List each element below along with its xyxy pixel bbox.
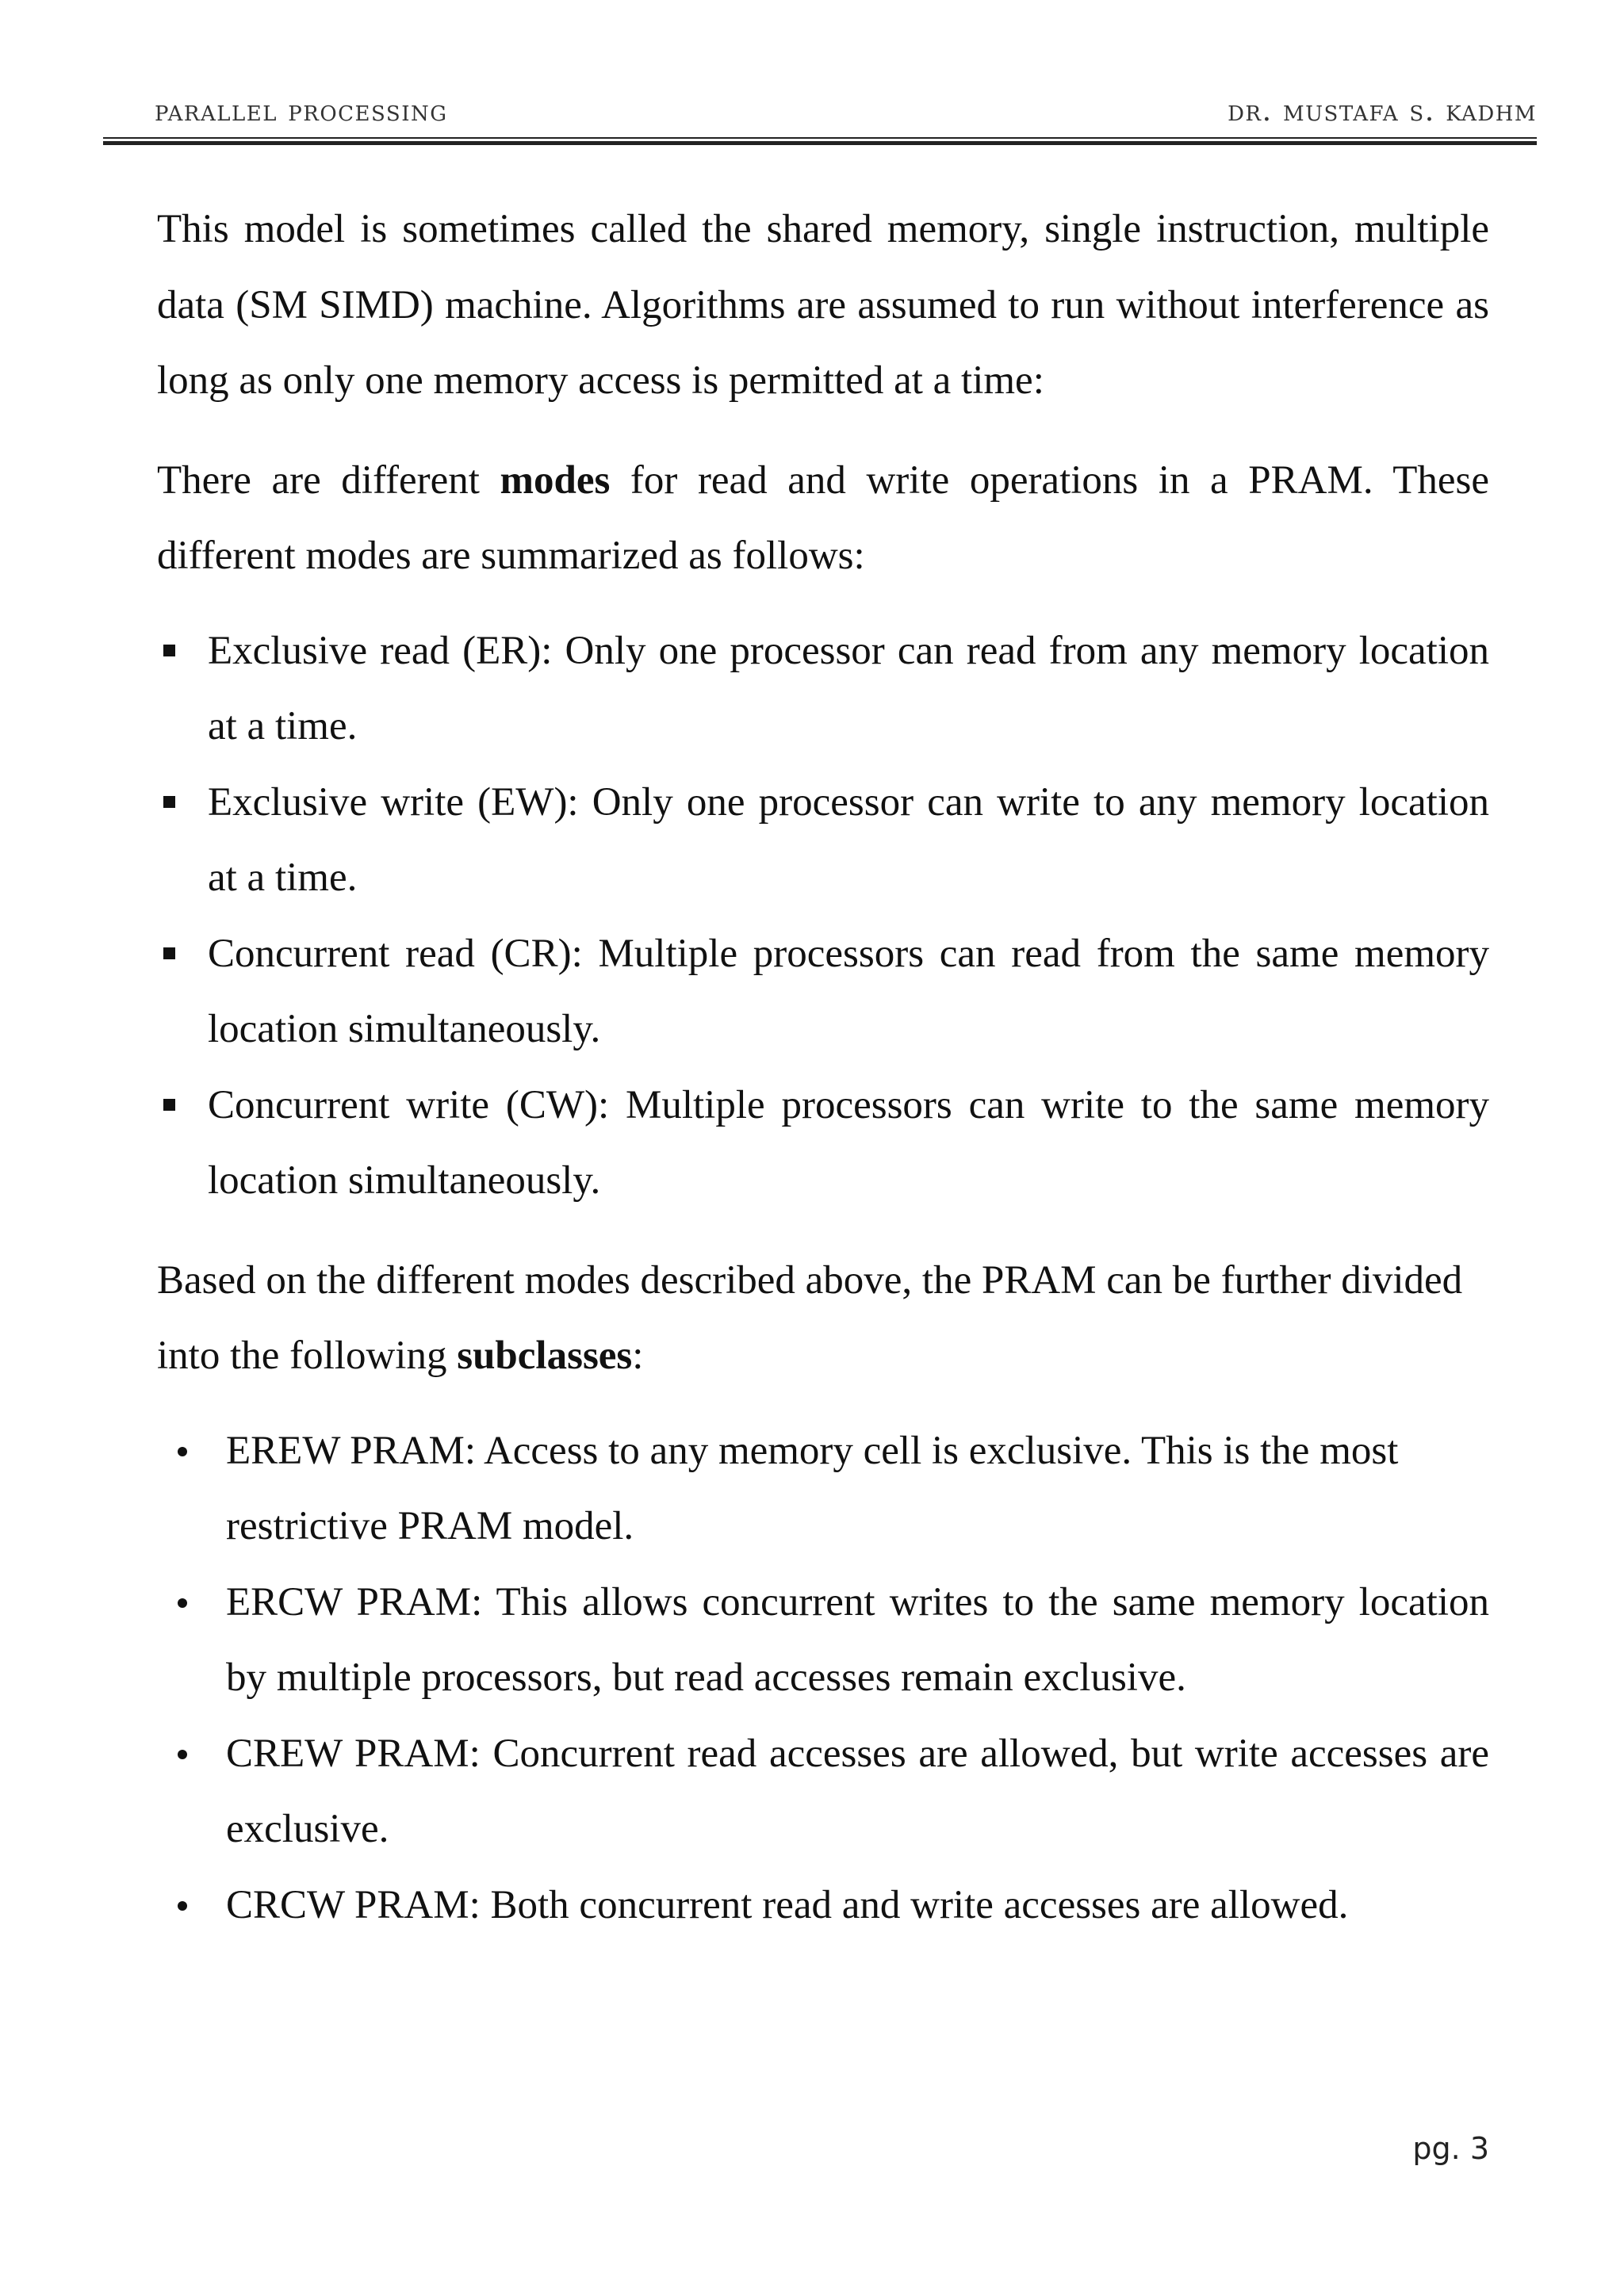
running-header	[155, 94, 1537, 128]
list-item	[157, 765, 1489, 916]
list-item	[157, 916, 1489, 1068]
header-author: dr. mustafa s. kadhm	[1228, 94, 1537, 128]
square-bullet-icon	[163, 1099, 175, 1111]
round-bullet-icon	[178, 1598, 187, 1608]
list-item-text: Concurrent read (CR): Multiple processors can read from the same memory location simultaneously.	[208, 931, 1489, 1051]
bold-term-modes: modes	[500, 457, 611, 503]
paragraph-text: :	[632, 1334, 644, 1378]
subclasses-list	[157, 1414, 1489, 1944]
square-bullet-icon	[163, 645, 175, 656]
page-body	[157, 192, 1489, 1943]
square-bullet-icon	[163, 947, 175, 959]
paragraph-text: Based on the different modes described above, the PRAM can be further divided into the following	[157, 1257, 1463, 1378]
list-item-text: Concurrent write (CW): Multiple processors can write to the same memory location simultaneously.	[208, 1082, 1489, 1203]
list-item-text: Exclusive read (ER): Only one processor can read from any memory location at a time.	[208, 628, 1489, 748]
paragraph-subclasses-intro	[157, 1243, 1489, 1395]
list-item	[157, 1565, 1489, 1716]
list-item-text: CREW PRAM: Concurrent read accesses are allowed, but write accesses are exclusive.	[226, 1731, 1489, 1851]
paragraph-modes-intro	[157, 443, 1489, 595]
list-item	[157, 1068, 1489, 1219]
header-course-title: parallel processing	[155, 94, 448, 128]
round-bullet-icon	[178, 1901, 187, 1911]
list-item	[157, 1716, 1489, 1868]
page-number: pg. 3	[1412, 2131, 1489, 2166]
list-item-text: Exclusive write (EW): Only one processor can write to any memory location at a time.	[208, 779, 1489, 900]
round-bullet-icon	[178, 1447, 187, 1456]
list-item-text: CRCW PRAM: Both concurrent read and write accesses are allowed.	[226, 1882, 1349, 1927]
list-item	[157, 1414, 1489, 1565]
square-bullet-icon	[163, 796, 175, 808]
list-item-text: ERCW PRAM: This allows concurrent writes to the same memory location by multiple processors, but read accesses remain exclusive.	[226, 1579, 1489, 1700]
bold-term-subclasses: subclasses	[457, 1334, 633, 1378]
list-item	[157, 1868, 1489, 1944]
round-bullet-icon	[178, 1750, 187, 1759]
list-item-text: EREW PRAM: Access to any memory cell is exclusive. This is the most restrictive PRAM model.	[226, 1428, 1399, 1548]
list-item	[157, 614, 1489, 765]
header-rule	[103, 137, 1537, 145]
paragraph-text: There are different	[157, 457, 500, 503]
modes-list	[157, 614, 1489, 1219]
paragraph-text: for read and write operations in a PRAM. These different modes are summarized as follows:	[157, 457, 1489, 578]
paragraph-sm-simd: This model is sometimes called the shared memory, single instruction, multiple data (SM SIMD) machine. Algorithms are assumed to run without interference as long as only one memory access is permitted at a time:	[157, 207, 1489, 403]
